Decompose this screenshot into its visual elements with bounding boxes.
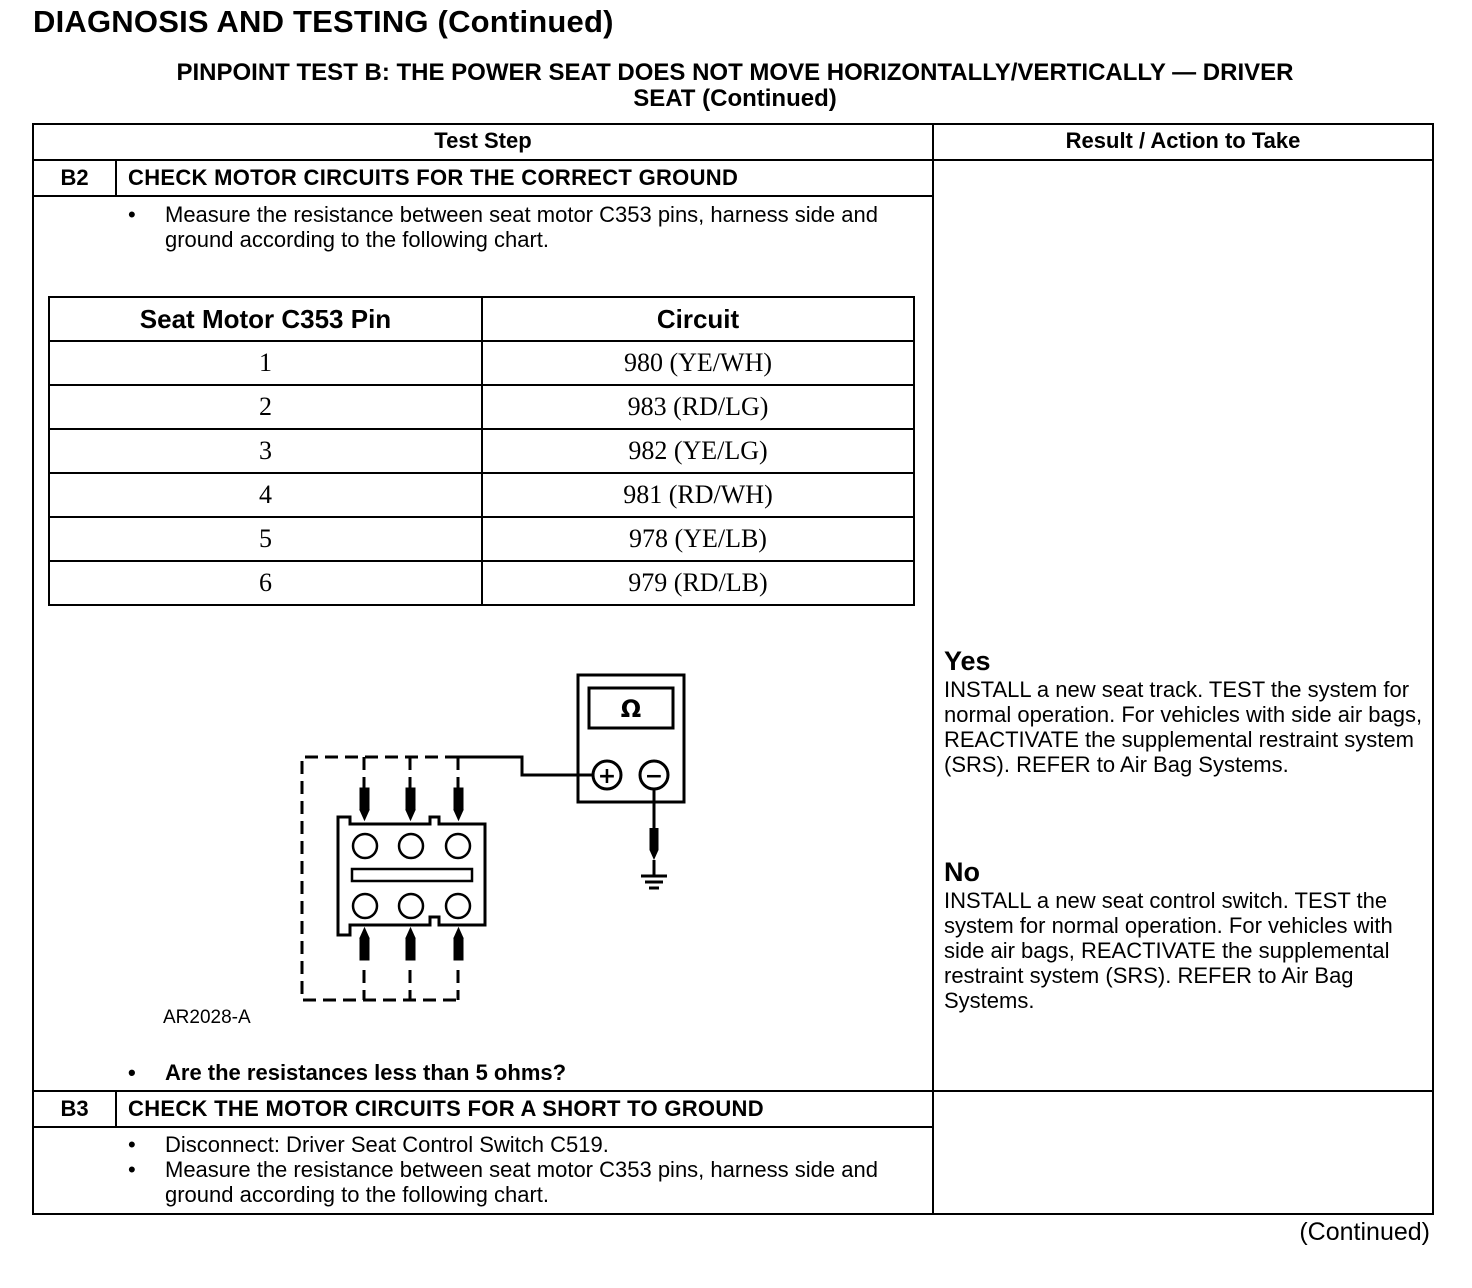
connector-pin-4 bbox=[353, 894, 377, 918]
result-no-label: No bbox=[944, 857, 980, 887]
circuit-cell: 979 (RD/LB) bbox=[482, 561, 914, 605]
step-b3-id: B3 bbox=[60, 1096, 89, 1121]
result-yes-text: INSTALL a new seat track. TEST the system for normal operation. For vehicles with side air bags, REACTIVATE the supplemental restraint system (SRS). REFER to Air Bag Systems. bbox=[944, 677, 1423, 777]
connector-pin-2 bbox=[399, 834, 423, 858]
continued-label: (Continued) bbox=[1299, 1218, 1430, 1246]
positive-symbol: + bbox=[597, 764, 617, 789]
b3-title-divider bbox=[32, 1126, 933, 1128]
bottom-probes bbox=[360, 928, 463, 960]
pin-number-cell: 1 bbox=[49, 341, 482, 385]
connector-key-bar bbox=[352, 869, 472, 881]
result-no bbox=[944, 857, 1434, 1013]
b2-id-divider bbox=[115, 159, 117, 196]
pin-number-cell: 6 bbox=[49, 561, 482, 605]
ohm-symbol: Ω bbox=[620, 695, 642, 723]
instruction-text: Disconnect: Driver Seat Control Switch C519. bbox=[165, 1132, 609, 1157]
b2-title-divider bbox=[32, 195, 933, 197]
step-b2-title: CHECK MOTOR CIRCUITS FOR THE CORRECT GROUND bbox=[128, 165, 739, 190]
result-yes-label: Yes bbox=[944, 646, 991, 676]
ohmmeter-diagram bbox=[290, 670, 700, 1010]
circuit-cell: 983 (RD/LG) bbox=[482, 385, 914, 429]
connector-pin-5 bbox=[399, 894, 423, 918]
pin-table-row bbox=[49, 341, 914, 385]
header-result-action: Result / Action to Take bbox=[1065, 128, 1301, 153]
subtitle-line-1: PINPOINT TEST B: THE POWER SEAT DOES NOT MOVE HORIZONTALLY/VERTICALLY — DRIVER bbox=[176, 59, 1294, 86]
instruction-text: Measure the resistance between seat motor C353 pins, harness side and ground according to the following chart. bbox=[165, 1157, 878, 1207]
pin-number-cell: 3 bbox=[49, 429, 482, 473]
b3-id-divider bbox=[115, 1090, 117, 1127]
bullet: • bbox=[128, 202, 136, 227]
step-b3-instruction-2 bbox=[128, 1157, 918, 1209]
pin-number-cell: 5 bbox=[49, 517, 482, 561]
circuit-cell: 982 (YE/LG) bbox=[482, 429, 914, 473]
pin-table-row bbox=[49, 385, 914, 429]
header-row-divider bbox=[32, 159, 1434, 161]
connector-pin-6 bbox=[446, 894, 470, 918]
bullet: • bbox=[128, 1060, 136, 1085]
positive-lead-wire bbox=[458, 757, 593, 775]
page-title: DIAGNOSIS AND TESTING (Continued) bbox=[33, 4, 614, 39]
instruction-text: Measure the resistance between seat motor C353 pins, harness side and ground according to the following chart. bbox=[165, 202, 878, 252]
circuit-column-header: Circuit bbox=[482, 297, 914, 341]
pin-table-row bbox=[49, 473, 914, 517]
column-divider bbox=[932, 123, 934, 1215]
ground-icon bbox=[641, 876, 667, 888]
step-b3-instruction-1 bbox=[128, 1132, 918, 1158]
pin-table-row bbox=[49, 429, 914, 473]
step-b3-title: CHECK THE MOTOR CIRCUITS FOR A SHORT TO GROUND bbox=[128, 1096, 764, 1121]
top-probes bbox=[360, 788, 463, 820]
result-no-text: INSTALL a new seat control switch. TEST the system for normal operation. For vehicles with side air bags, REACTIVATE the supplemental restraint system (SRS). REFER to Air Bag Systems. bbox=[944, 888, 1393, 1013]
connector-pin-3 bbox=[446, 834, 470, 858]
circuit-cell: 978 (YE/LB) bbox=[482, 517, 914, 561]
header-test-step: Test Step bbox=[434, 128, 532, 153]
result-yes bbox=[944, 646, 1434, 777]
pin-circuit-table bbox=[48, 296, 915, 606]
pin-number-cell: 2 bbox=[49, 385, 482, 429]
b3-row-divider bbox=[32, 1090, 1434, 1092]
figure-id: AR2028-A bbox=[163, 1007, 251, 1028]
bullet: • bbox=[128, 1132, 136, 1157]
question-text: Are the resistances less than 5 ohms? bbox=[165, 1060, 567, 1085]
pin-table-row bbox=[49, 517, 914, 561]
step-b2-question bbox=[128, 1060, 918, 1086]
negative-symbol: − bbox=[644, 764, 664, 789]
pin-table-row bbox=[49, 561, 914, 605]
pin-column-header: Seat Motor C353 Pin bbox=[49, 297, 482, 341]
circuit-cell: 980 (YE/WH) bbox=[482, 341, 914, 385]
step-b2-id: B2 bbox=[60, 165, 89, 190]
connector-pin-1 bbox=[353, 834, 377, 858]
bullet: • bbox=[128, 1157, 136, 1182]
pin-table-body bbox=[49, 341, 914, 605]
circuit-cell: 981 (RD/WH) bbox=[482, 473, 914, 517]
pin-number-cell: 4 bbox=[49, 473, 482, 517]
step-b2-instruction bbox=[128, 202, 918, 254]
pinpoint-test-subtitle bbox=[40, 60, 1430, 112]
subtitle-line-2: SEAT (Continued) bbox=[633, 85, 837, 112]
